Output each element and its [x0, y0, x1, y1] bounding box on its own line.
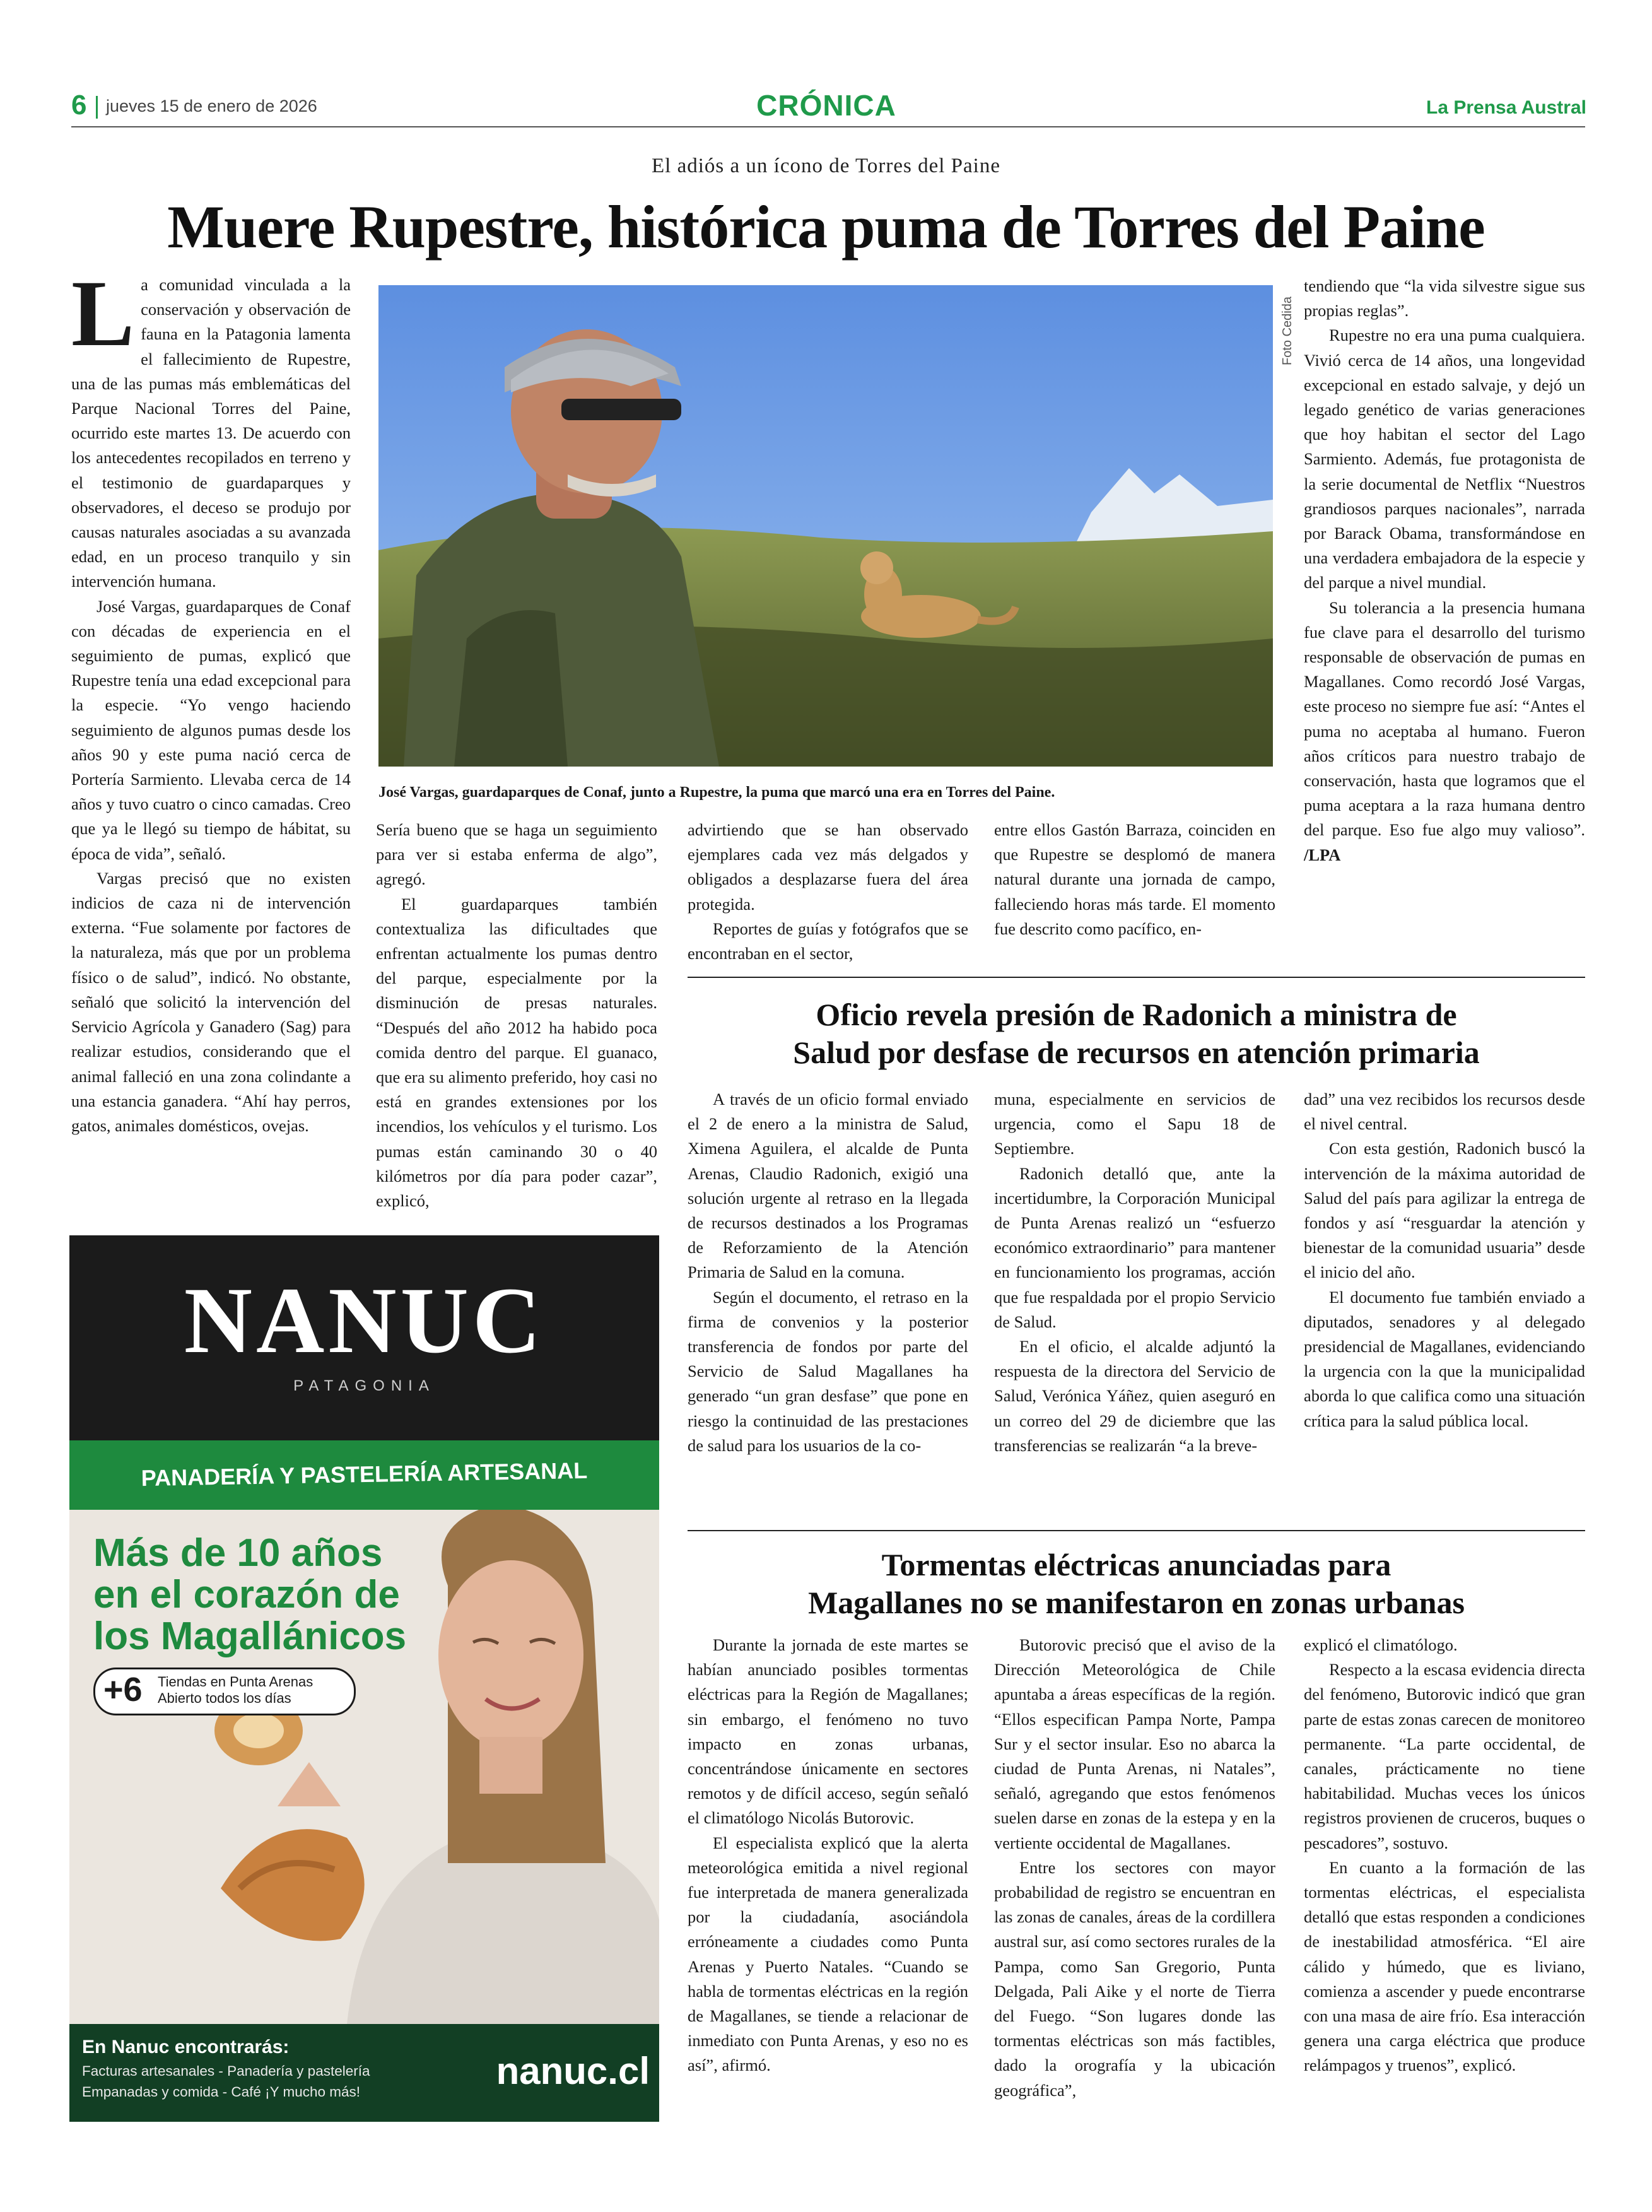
article3-col3: [1304, 1633, 1585, 2078]
nanuc-advertisement[interactable]: [69, 1235, 659, 2122]
article3-paragraph: El especialista explicó que la alerta meteorológica emitida a nivel regional fue interpretada de manera generalizada por la ciudadanía, asociándola erróneamente a ciudades como Punta Arenas y Puerto Natales. “Cuando se habla de tormentas eléctricas en la región de Magallanes, se tiende a relacionar de inmediato con Punta Arenas, y eso no es así”, afirmó.: [688, 1833, 968, 2075]
page-number: 6: [71, 90, 87, 121]
article1-col5: [1304, 274, 1585, 868]
article3-paragraph: Respecto a la escasa evidencia directa del fenómeno, Butorovic indicó que gran parte de estas zonas carecen de monitoreo permanente. “La parte occidental, de canales, prácticamente no tiene habitabilidad. Muchas veces los únicos registros provienen de cruceros, buques o pescadores”, sostuvo.: [1304, 1660, 1585, 1852]
article3-paragraph: Durante la jornada de este martes se habían anunciado posibles tormentas eléctricas para la Región de Magallanes; sin embargo, el fenómeno no tuvo impacto en zonas urbanas, concentrándose únicamente en sectores remotos y de difícil acceso, según señaló el climatólogo Nicolás Butorovic.: [688, 1635, 968, 1828]
article2-paragraph: Radonich detalló que, ante la incertidumbre, la Corporación Municipal de Punta Arenas realizó un “esfuerzo económico extraordinario” para mantener en funcionamiento los programas, acción que fue respaldada por el propio Servicio de Salud.: [994, 1163, 1275, 1331]
brand-name: La Prensa Austral: [1426, 97, 1586, 118]
ad-headline-line3: los Magallánicos: [93, 1615, 407, 1658]
article2-bottom-rule: [688, 1530, 1585, 1531]
article1-title: Muere Rupestre, histórica puma de Torres del Paine: [167, 193, 1485, 261]
ad-stores-line1: Tiendas en Punta Arenas: [158, 1674, 313, 1690]
article2-paragraph: En el oficio, el alcalde adjuntó la respuesta de la directora del Servicio de Salud, Verónica Yáñez, quien aseguró en un correo del 29 de diciembre que las transferencias se realizarán “a la breve-: [994, 1337, 1275, 1455]
page-date: jueves 15 de enero de 2026: [106, 97, 317, 115]
article1-paragraph: entre ellos Gastón Barraza, coinciden en que Rupestre se desplomó de manera natural durante una jornada de campo, falleciendo horas más tarde. El momento fue descrito como pacífico, en-: [994, 820, 1275, 938]
article3-title-line2: Magallanes no se manifestaron en zonas urbanas: [808, 1585, 1465, 1620]
article1-kicker: El adiós a un ícono de Torres del Paine: [652, 155, 1000, 177]
article1-paragraph: El guardaparques también contextualiza las dificultades que enfrentan actualmente los pumas dentro del parque, especialmente por la disminución de presas naturales. “Después del año 2012 ha habido poca comida dentro del parque. El guanaco, que era su alimento preferido, hoy casi no está en grandes extensiones por los incendios, los vehículos y el turismo. Los pumas están caminando 30 o 40 kilómetros por día para poder cazar”, explicó,: [376, 894, 657, 1211]
ad-footer-title: En Nanuc encontrarás:: [82, 2037, 290, 2057]
photo-illustration: [378, 285, 1273, 767]
article2-col1: [688, 1087, 968, 1458]
article3-col1: [688, 1633, 968, 2078]
article2-paragraph: dad” una vez recibidos los recursos desde el nivel central.: [1304, 1090, 1585, 1134]
article1-paragraph: Rupestre no era una puma cualquiera. Vivió cerca de 14 años, una longevidad excepcional en estado salvaje, y dejó un legado genético de varias generaciones que hoy habitan el sector del Lago Sarmiento. Además, fue protagonista de la serie documental de Netflix “Nuestros grandiosos parques nacionales”, narrada por Barack Obama, transformándose en una verdadera embajadora de la especie y del parque a nivel mundial.: [1304, 326, 1585, 592]
article2-paragraph: El documento fue también enviado a diputados, senadores y al delegado presidencial de Magallanes, evidenciando la urgencia con la que la municipalidad aborda lo que califica como una situación crítica para la salud pública local.: [1304, 1287, 1585, 1430]
section-title: CRÓNICA: [756, 89, 896, 122]
ad-brand-logo: NANUC: [184, 1268, 545, 1373]
article2-paragraph: Con esta gestión, Radonich buscó la intervención de la máxima autoridad de Salud del país para agilizar la entrega de fondos y así “resguardar la atención y bienestar de la comunidad usuaria” desde el inicio del año.: [1304, 1139, 1585, 1282]
ad-banner-text: PANADERÍA Y PASTELERÍA ARTESANAL: [141, 1457, 588, 1491]
ad-stores-line2: Abierto todos los días: [158, 1690, 291, 1706]
header-divider-bar: [96, 96, 98, 119]
drop-cap: L: [71, 261, 135, 366]
article2-col3: [1304, 1087, 1585, 1433]
ad-website-link[interactable]: nanuc.cl: [496, 2050, 650, 2092]
article1-paragraph: La comunidad vinculada a la conservación y observación de fauna en la Patagonia lamenta el fallecimiento de Rupestre, una de las pumas más emblemáticas del Parque Nacional Torres del Paine, ocurrido este martes 13. De acuerdo con los antecedentes recopilados en terreno y el testimonio de guardaparques y observadores, el deceso se produjo por causas naturales asociadas a su avanzada edad, en un proceso tranquilo y sin intervención humana.: [71, 261, 351, 591]
article1-col2: [376, 818, 657, 1213]
ad-headline-line1: Más de 10 años: [93, 1531, 383, 1575]
ad-brand-subtitle: PATAGONIA: [293, 1377, 435, 1394]
article1-signature: /LPA: [1304, 845, 1341, 864]
article2-title-line2: Salud por desfase de recursos en atención primaria: [793, 1035, 1480, 1070]
article3-paragraph: explicó el climatólogo.: [1304, 1635, 1458, 1654]
article2-paragraph: Según el documento, el retraso en la firma de convenios y la posterior transferencia de fondos por parte del Servicio de Salud Magallanes ha generado “un gran desfase” que pone en riesgo la continuidad de las prestaciones de salud para los usuarios de la co-: [688, 1287, 968, 1455]
photo-caption: José Vargas, guardaparques de Conaf, junto a Rupestre, la puma que marcó una era en Torres del Paine.: [378, 784, 1055, 801]
ad-footer-line2: Empanadas y comida - Café ¡Y mucho más!: [82, 2084, 361, 2100]
ad-headline-line2: en el corazón de: [93, 1573, 400, 1616]
article1-paragraph: tendiendo que “la vida silvestre sigue sus propias reglas”.: [1304, 276, 1585, 321]
article1-paragraph: Su tolerancia a la presencia humana fue clave para el desarrollo del turismo responsable de observación de pumas en Magallanes. Como recordó José Vargas, este proceso no siempre fue así: “Antes el puma no aceptaba al humano. Fueron años críticos para nuestro trabajo de conservación, hasta que logramos que el puma aceptara a la raza humana dentro del parque. Eso fue algo muy valioso”. /LPA: [1304, 597, 1585, 864]
article1-paragraph: Sería bueno que se haga un seguimiento para ver si estaba enferma de algo”, agregó.: [376, 820, 657, 889]
article2-col2: [994, 1087, 1275, 1458]
article1-col4: [994, 818, 1275, 941]
article1-paragraph: José Vargas, guardaparques de Conaf con décadas de experiencia en el seguimiento de pumas, explicó que Rupestre tenía una edad excepcional para la especie. “Yo vengo haciendo seguimiento de algunos pumas desde los años 90 y este puma nació cerca de Portería Sarmiento. Llevaba cerca de 14 años y tuvo cuatro o cinco camadas. Creo que ya le llegó su tiempo de hábitat, su época de vida”, señaló.: [71, 596, 351, 863]
article3-col2: [994, 1633, 1275, 2103]
article1-paragraph: Reportes de guías y fotógrafos que se encontraban en el sector,: [688, 919, 968, 963]
article2-paragraph: A través de un oficio formal enviado el 2 de enero a la ministra de Salud, Ximena Aguilera, el alcalde de Punta Arenas, Claudio Radonich, exigió una solución urgente al retraso en la llegada de recursos destinados a los Programas de Reforzamiento de la Atención Primaria de Salud en la comuna.: [688, 1090, 968, 1282]
article2-title-line1: Oficio revela presión de Radonich a ministra de: [816, 997, 1457, 1032]
article3-paragraph: Butorovic precisó que el aviso de la Dirección Meteorológica de Chile apuntaba a áreas específicas de la región. “Ellos especifican Pampa Norte, Pampa Sur y el sector insular. Eso no abarca la ciudad de Punta Arenas, ni Natales”, señaló, agregando que estos fenómenos suelen darse en zonas de la estepa y en la vertiente occidental de Magallanes.: [994, 1635, 1275, 1852]
article1-paragraph: advirtiendo que se han observado ejemplares cada vez más delgados y obligados a desplazarse fuera del área protegida.: [688, 820, 968, 914]
article2-paragraph: muna, especialmente en servicios de urgencia, como el Sapu 18 de Septiembre.: [994, 1090, 1275, 1158]
ad-stores-count: +6: [103, 1671, 143, 1709]
ad-footer-line1: Facturas artesanales - Panadería y pastelería: [82, 2063, 370, 2079]
header-rule: [71, 126, 1585, 127]
article1-col3: [688, 818, 968, 966]
article3-paragraph: Entre los sectores con mayor probabilidad de registro se encuentran en las zonas de canales, áreas de la cordillera austral sur, así como sectores rurales de la Pampa, como San Gregorio, Punta Delgada, Pali Aike y el norte de Tierra del Fuego. “Son lugares donde las tormentas eléctricas son más factibles, dado la orografía y la ubicación geográfica”,: [994, 1857, 1275, 2100]
article1-paragraph: Vargas precisó que no existen indicios de caza ni de intervención externa. “Fue solamente por factores de la naturaleza, más que por un problema físico o de salud”, indicó. No obstante, señaló que solicitó la intervención del Servicio Agrícola y Ganadero (Sag) para realizar estudios, considerando que el animal falleció en una zona colindante a una estancia ganadera. “Ahí hay perros, gatos, animales domésticos, ovejas.: [71, 868, 351, 1135]
photo-credit: Foto Cedida: [1280, 297, 1294, 365]
article1-bottom-rule: [688, 977, 1585, 978]
article3-paragraph: En cuanto a la formación de las tormentas eléctricas, el especialista detalló que estas responden a condiciones de inestabilidad atmosférica. “El aire cálido y húmedo, que es liviano, comienza a ascender y puede encontrarse con una masa de aire frío. Esa interacción genera una carga eléctrica que produce relámpagos y truenos”, explicó.: [1304, 1857, 1585, 2075]
article1-col1: [71, 261, 351, 1138]
article1-photo: [378, 285, 1273, 767]
article3-title-line1: Tormentas eléctricas anunciadas para: [881, 1547, 1391, 1582]
